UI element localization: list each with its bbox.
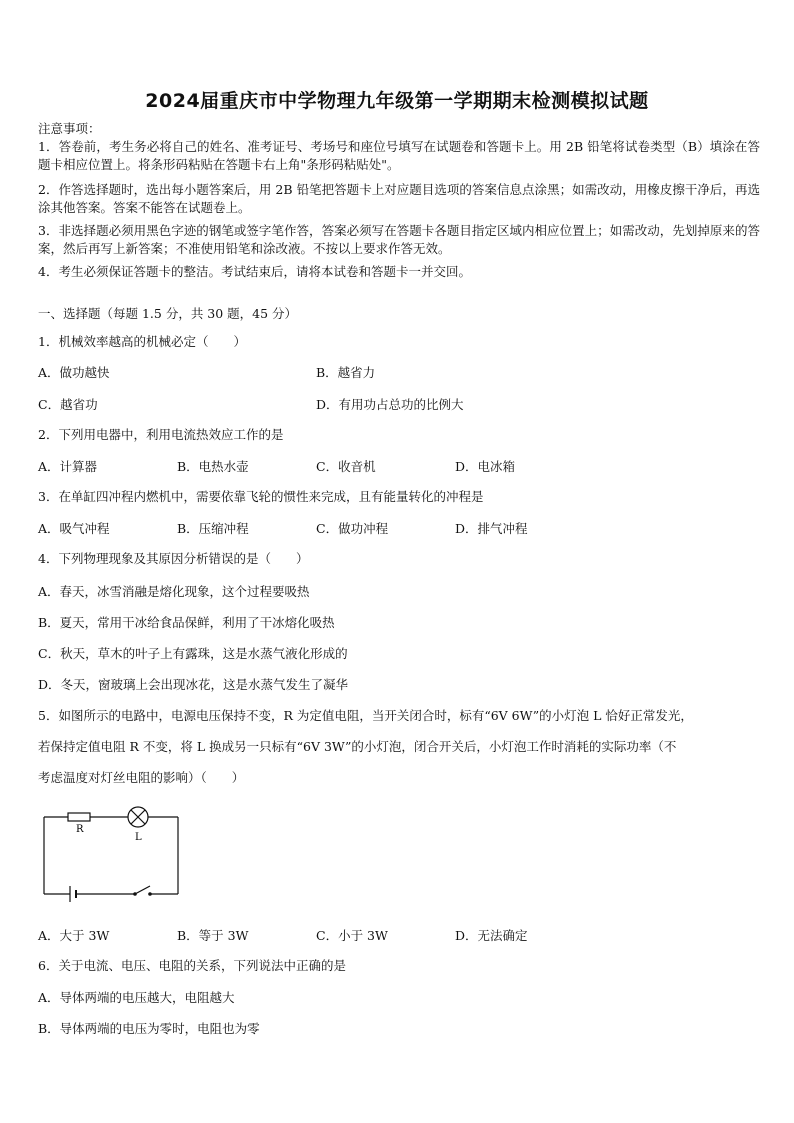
q5-option-d: D．无法确定: [455, 928, 528, 943]
q1-option-c: C．越省功: [38, 397, 98, 412]
question-5-stem-line-3: 考虑温度对灯丝电阻的影响）（ ）: [38, 770, 245, 785]
q2-option-a: A．计算器: [38, 459, 98, 474]
q3-option-c: C．做功冲程: [316, 521, 389, 536]
q1-option-d: D．有用功占总功的比例大: [316, 397, 464, 412]
q4-option-a: A．春天，冰雪消融是熔化现象，这个过程要吸热: [38, 584, 310, 599]
question-6-stem: 6．关于电流、电压、电阻的关系，下列说法中正确的是: [38, 958, 346, 973]
q6-option-a: A．导体两端的电压越大，电阻越大: [38, 990, 235, 1005]
question-1-stem: 1．机械效率越高的机械必定（ ）: [38, 334, 246, 349]
q1-option-b: B．越省力: [316, 365, 376, 380]
q3-option-d: D．排气冲程: [455, 521, 528, 536]
q1-option-a: A．做功越快: [38, 365, 110, 380]
question-4-stem: 4．下列物理现象及其原因分析错误的是（ ）: [38, 551, 309, 566]
switch-symbol: [135, 886, 150, 894]
notice-item-3: 3．非选择题必须用黑色字迹的钢笔或签字笔作答，答案必须写在答题卡各题目指定区域内相应位置上；如需改动，先划掉原来的答案，然后再写上新答案；不准使用铅笔和涂改液。不按以上要求作答无效。: [38, 223, 760, 256]
resistor-label: R: [76, 824, 84, 835]
page-title: 2024届重庆市中学物理九年级第一学期期末检测模拟试题: [145, 90, 649, 112]
lamp-label: L: [135, 832, 142, 843]
q5-option-a: A．大于 3W: [38, 928, 110, 943]
section-heading: 一、选择题（每题 1.5 分，共 30 题，45 分）: [38, 306, 298, 321]
q5-option-b: B．等于 3W: [177, 928, 249, 943]
question-3-stem: 3．在单缸四冲程内燃机中，需要依靠飞轮的惯性来完成，且有能量转化的冲程是: [38, 489, 484, 504]
resistor-symbol: [68, 813, 90, 821]
q2-option-c: C．收音机: [316, 459, 376, 474]
notice-item-4: 4．考生必须保证答题卡的整洁。考试结束后，请将本试卷和答题卡一并交回。: [38, 264, 471, 279]
question-5-stem-line-1: 5．如图所示的电路中，电源电压保持不变，R 为定值电阻，当开关闭合时，标有“6V 6W”的小灯泡 L 恰好正常发光，: [38, 708, 693, 723]
q2-option-b: B．电热水壶: [177, 459, 249, 474]
q3-option-b: B．压缩冲程: [177, 521, 249, 536]
q3-option-a: A．吸气冲程: [38, 521, 110, 536]
q6-option-b: B．导体两端的电压为零时，电阻也为零: [38, 1021, 260, 1036]
q2-option-d: D．电冰箱: [455, 459, 516, 474]
q4-option-b: B．夏天，常用干冰给食品保鲜，利用了干冰熔化吸热: [38, 615, 335, 630]
circuit-diagram: [38, 800, 188, 905]
q5-option-c: C．小于 3W: [316, 928, 388, 943]
q4-option-c: C．秋天，草木的叶子上有露珠，这是水蒸气液化形成的: [38, 646, 348, 661]
notice-item-2: 2．作答选择题时，选出每小题答案后，用 2B 铅笔把答题卡上对应题目选项的答案信息点涂黑；如需改动，用橡皮擦干净后，再选涂其他答案。答案不能答在试题卷上。: [38, 182, 760, 215]
notice-heading: 注意事项：: [38, 121, 101, 136]
notice-item-1: 1．答卷前，考生务必将自己的姓名、准考证号、考场号和座位号填写在试题卷和答题卡上。用 2B 铅笔将试卷类型（B）填涂在答题卡相应位置上。将条形码粘贴在答题卡右上角"条形码粘贴处"。: [38, 139, 760, 172]
question-2-stem: 2．下列用电器中，利用电流热效应工作的是: [38, 427, 284, 442]
question-5-stem-line-2: 若保持定值电阻 R 不变，将 L 换成另一只标有“6V 3W”的小灯泡，闭合开关后，小灯泡工作时消耗的实际功率（不: [38, 739, 677, 754]
q4-option-d: D．冬天，窗玻璃上会出现冰花，这是水蒸气发生了凝华: [38, 677, 349, 692]
